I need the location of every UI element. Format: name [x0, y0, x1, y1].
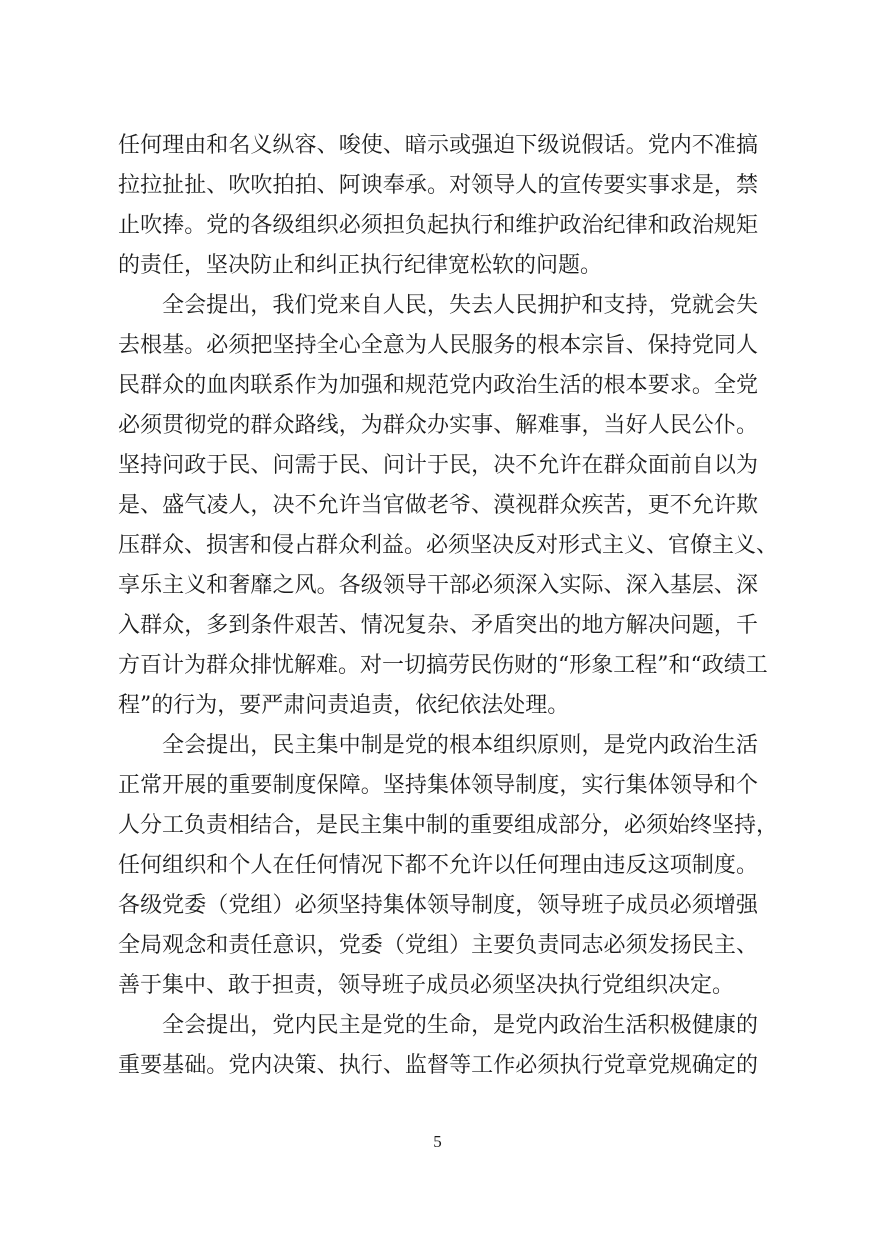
text-line: 去根基。必须把坚持全心全意为人民服务的根本宗旨、保持党同人: [118, 333, 758, 358]
text-line: 善于集中、敢于担责，领导班子成员必须坚决执行党组织决定。: [118, 973, 735, 998]
text-line: 全会提出，民主集中制是党的根本组织原则，是党内政治生活: [162, 733, 758, 758]
text-line: 入群众，多到条件艰苦、情况复杂、矛盾突出的地方解决问题，千: [118, 613, 758, 638]
text-line: 的责任，坚决防止和纠正执行纪律宽松软的问题。: [118, 253, 603, 278]
text-line: 全局观念和责任意识，党委（党组）主要负责同志必须发扬民主、: [118, 933, 758, 958]
text-line: 全会提出，我们党来自人民，失去人民拥护和支持，党就会失: [162, 293, 758, 318]
text-line: 压群众、损害和侵占群众利益。必须坚决反对形式主义、官僚主义、: [118, 533, 779, 558]
text-line: 全会提出，党内民主是党的生命，是党内政治生活积极健康的: [162, 1013, 758, 1038]
text-line: 重要基础。党内决策、执行、监督等工作必须执行党章党规确定的: [118, 1053, 758, 1078]
text-line: 止吹捧。党的各级组织必须担负起执行和维护政治纪律和政治规矩: [118, 213, 758, 238]
text-line: 人分工负责相结合，是民主集中制的重要组成部分，必须始终坚持，: [118, 813, 779, 838]
text-line: 是、盛气凌人，决不允许当官做老爷、漠视群众疾苦，更不允许欺: [118, 493, 758, 518]
text-line: 享乐主义和奢靡之风。各级领导干部必须深入实际、深入基层、深: [118, 573, 758, 598]
text-line: 任何组织和个人在任何情况下都不允许以任何理由违反这项制度。: [118, 853, 758, 878]
text-line: 任何理由和名义纵容、唆使、暗示或强迫下级说假话。党内不准搞: [118, 133, 758, 158]
text-line: 程”的行为，要严肃问责追责，依纪依法处理。: [118, 693, 570, 718]
text-line: 方百计为群众排忧解难。对一切搞劳民伤财的“形象工程”和“政绩工: [118, 653, 768, 678]
text-line: 坚持问政于民、问需于民、问计于民，决不允许在群众面前自以为: [118, 453, 758, 478]
text-line: 正常开展的重要制度保障。坚持集体领导制度，实行集体领导和个: [118, 773, 758, 798]
text-line: 各级党委（党组）必须坚持集体领导制度，领导班子成员必须增强: [118, 893, 758, 918]
text-line: 必须贯彻党的群众路线，为群众办实事、解难事，当好人民公仆。: [118, 413, 758, 438]
text-line: 拉拉扯扯、吹吹拍拍、阿谀奉承。对领导人的宣传要实事求是，禁: [118, 173, 758, 198]
body-text: [118, 126, 779, 1086]
text-line: 民群众的血肉联系作为加强和规范党内政治生活的根本要求。全党: [118, 373, 758, 398]
page-number: 5: [433, 1132, 442, 1151]
